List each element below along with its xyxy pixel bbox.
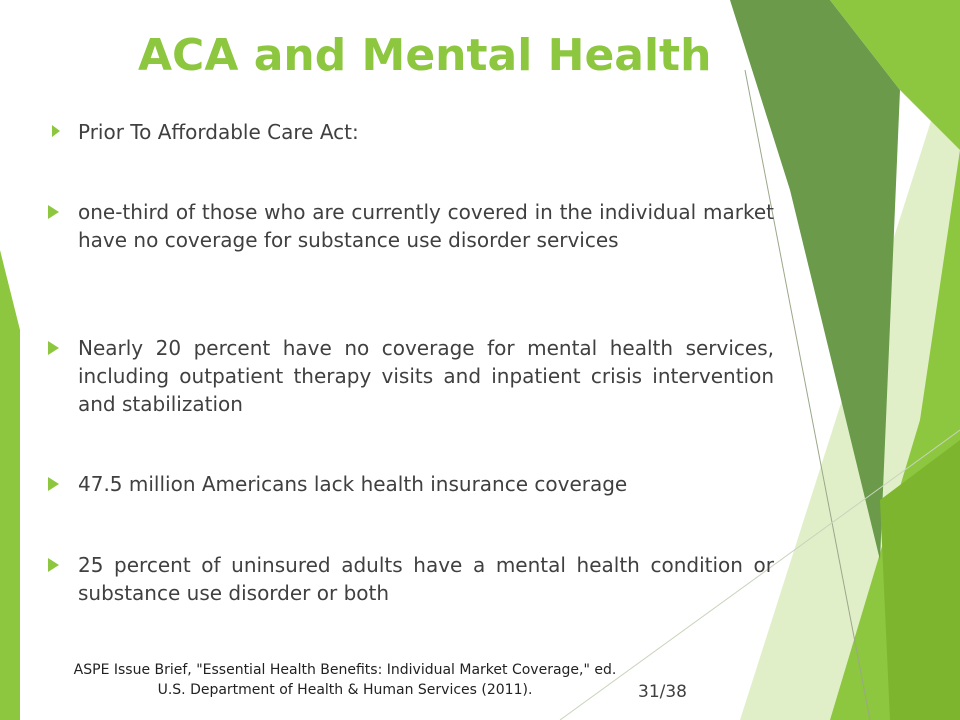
arrow-icon [48, 341, 59, 355]
page-number: 31/38 [638, 682, 687, 702]
arrow-icon [48, 477, 59, 491]
bullet-substance-use [44, 198, 774, 254]
bullet-prior-to-aca [44, 118, 774, 146]
left-green-stripe [0, 250, 20, 720]
slide-title: ACA and Mental Health [138, 30, 712, 81]
source-citation [40, 660, 650, 700]
bullet-text: one-third of those who are currently covered in the individual market have no coverage for substance use disorder services [78, 200, 774, 252]
bullet-uninsured-adults [44, 551, 774, 607]
bullet-text: Nearly 20 percent have no coverage for mental health services, including outpatient therapy visits and inpatient crisis intervention and stabilization [78, 336, 774, 416]
bullet-uninsured-americans [44, 470, 774, 498]
arrow-icon [48, 205, 59, 219]
bullet-text: Prior To Affordable Care Act: [78, 120, 359, 144]
bullet-text: 47.5 million Americans lack health insurance coverage [78, 472, 628, 496]
bullet-mental-health-services [44, 334, 774, 418]
citation-line-2: U.S. Department of Health & Human Services (2011). [157, 682, 533, 698]
bullet-text: 25 percent of uninsured adults have a mental health condition or substance use disorder or both [78, 553, 774, 605]
small-arrow-icon [52, 125, 60, 137]
citation-line-1: ASPE Issue Brief, "Essential Health Benefits: Individual Market Coverage," ed. [73, 662, 617, 678]
arrow-icon [48, 558, 59, 572]
